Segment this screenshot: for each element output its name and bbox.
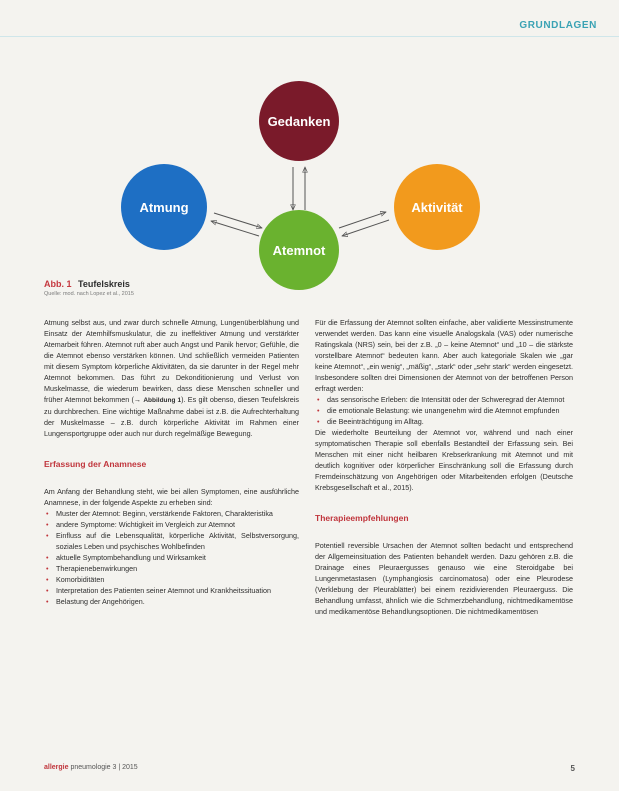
- list-item: • das sensorische Erleben: die Intensität oder der Schweregrad der Atemnot: [315, 394, 573, 405]
- node-gedanken: [259, 81, 339, 161]
- list-item: • Therapienebenwirkungen: [44, 563, 299, 574]
- left-paragraph-1: Atmung selbst aus, und zwar durch schnelle Atmung, Lungenüberblähung und Einsatz der Atemhilfsmuskulatur, die zu ineffektiver Atmung und verstärkter Atemarbeit führen. Atemnot ruft aber auch Angst und Panik hervor; Gefühle, die die Atemnot ebenso verstärken können. Und schließlich vermeiden Patienten mit diesem Symptom körperliche Aktivitäten, da sie darunter in der Regel mehr Atemnot bekommen. Das führt zu Dekonditionierung und Verlust von Muskelmasse, die wiederum bewirken, dass diese Menschen schneller und früher Atemnot bekommen (→ Abbildung 1). Es gilt obenso, diesen Teufelskreis zu durchbrechen. Eine wichtige Maßnahme dabei ist z.B. die Aufrechterhaltung der Muskelmasse – z.B. durch körperliche Aktivität im Rahmen einer Lungensportgruppe oder auch nur durch regelmäßige Bewegung.: [44, 318, 299, 438]
- header-divider: [0, 36, 619, 37]
- footer-brand: allergie: [44, 764, 69, 771]
- right-paragraph-3: Potentiell reversible Ursachen der Atemnot sollten bedacht und entsprechend der Allgemeinsituation des Patienten behandelt werden. Dazu gehören z.B. die Drainage eines Pleuraergusses genauso wie eine Steroidgabe bei Lungenmetastasen (Lymphangiosis carcinomatosa) oder eine Pleurodese (Verklebung der Pleurablätter) bei einem rezidivierenden Pleuraerguss. Die Behandlung umfasst, ähnlich wie die Schmerzbehandlung, nichtmedikamentöse und medikamentöse Behandlungsoptionen. Die nichtmedikamentösen: [315, 541, 573, 616]
- arrow-atemnot-atmung: [211, 221, 259, 236]
- node-aktivitaet: [394, 164, 480, 250]
- list-item: • andere Symptome: Wichtigkeit im Vergleich zur Atemnot: [44, 519, 299, 530]
- right-paragraph-1: Für die Erfassung der Atemnot sollten einfache, aber validierte Messinstrumente verwendet werden. Das kann eine visuelle Analogskala (VAS) oder numerische Ratingskala (NRS) sein, bei der z.B. „0 – keine Atemnot“ und „10 – die stärkste vorstellbare Atemnot“ bedeuten kann. Aber auch kategoriale Skalen wie „gar keine Atemnot“, „ein wenig“, „mäßig“, „stark“ oder „sehr stark“ werden eingesetzt. Insbesondere sollten drei Dimensionen der Atemnot von der betroffenen Person erfragt werden:: [315, 318, 573, 393]
- figure-caption: [44, 279, 130, 289]
- arrow-aktivitaet-atemnot: [342, 220, 389, 236]
- left-column: [44, 317, 299, 607]
- footer-issue: pneumologie 3 | 2015: [70, 764, 138, 771]
- node-atemnot: [259, 210, 339, 290]
- node-gedanken-label: Gedanken: [267, 114, 331, 129]
- heading-therapie: Therapieempfehlungen: [315, 513, 409, 523]
- page-number: 5: [570, 764, 575, 773]
- list-item: • die Beeinträchtigung im Alltag.: [315, 416, 573, 427]
- section-label: GRUNDLAGEN: [519, 20, 597, 31]
- list-item: • Einfluss auf die Lebensqualität, körperliche Aktivität, Selbstversorgung, soziales Leben und psychisches Wohlbefinden: [44, 530, 299, 552]
- figure-number: Abb. 1: [44, 279, 72, 289]
- left-paragraph-2: Am Anfang der Behandlung steht, wie bei allen Symptomen, eine ausführliche Anamnese, in der folgende Aspekte zu erheben sind:: [44, 487, 299, 507]
- dimensions-list: [315, 394, 573, 427]
- node-atmung-label: Atmung: [139, 200, 189, 215]
- list-item: • Belastung der Angehörigen.: [44, 596, 299, 607]
- arrow-atemnot-aktivitaet: [339, 212, 386, 228]
- list-item: • Interpretation des Patienten seiner Atemnot und Krankheitssituation: [44, 585, 299, 596]
- vicious-circle-diagram: [0, 60, 619, 290]
- list-item: • die emotionale Belastung: wie unangenehm wird die Atemnot empfunden: [315, 405, 573, 416]
- node-atemnot-label: Atemnot: [272, 243, 326, 258]
- node-atmung: [121, 164, 207, 250]
- right-column: [315, 317, 573, 617]
- heading-anamnese: Erfassung der Anamnese: [44, 459, 147, 469]
- footer-journal: [44, 764, 138, 771]
- list-item: • Muster der Atemnot: Beginn, verstärkende Faktoren, Charakteristika: [44, 508, 299, 519]
- figure-source: Quelle: mod. nach Lopez et al., 2015: [44, 291, 134, 297]
- anamnese-list: [44, 508, 299, 607]
- right-paragraph-2: Die wiederholte Beurteilung der Atemnot vor, während und nach einer symptomatischen Therapie soll ebenfalls Bestandteil der Erfassung sein. Bei Menschen mit einer nicht heilbaren Krebserkrankung mit Atemnot und mit deutlich kognitiver oder körperlicher Einschränkung soll die Erfassung durch Fremdeinschätzung von Angehörigen oder Mitarbeitenden erfolgen (Deutsche Krebsgesellschaft et al., 2015).: [315, 428, 573, 492]
- figure-title: Teufelskreis: [78, 279, 130, 289]
- list-item: • Komorbiditäten: [44, 574, 299, 585]
- list-item: • aktuelle Symptombehandlung und Wirksamkeit: [44, 552, 299, 563]
- arrow-atmung-atemnot: [214, 213, 262, 228]
- node-aktivitaet-label: Aktivität: [411, 200, 463, 215]
- figure-reference: Abbildung 1: [143, 397, 182, 404]
